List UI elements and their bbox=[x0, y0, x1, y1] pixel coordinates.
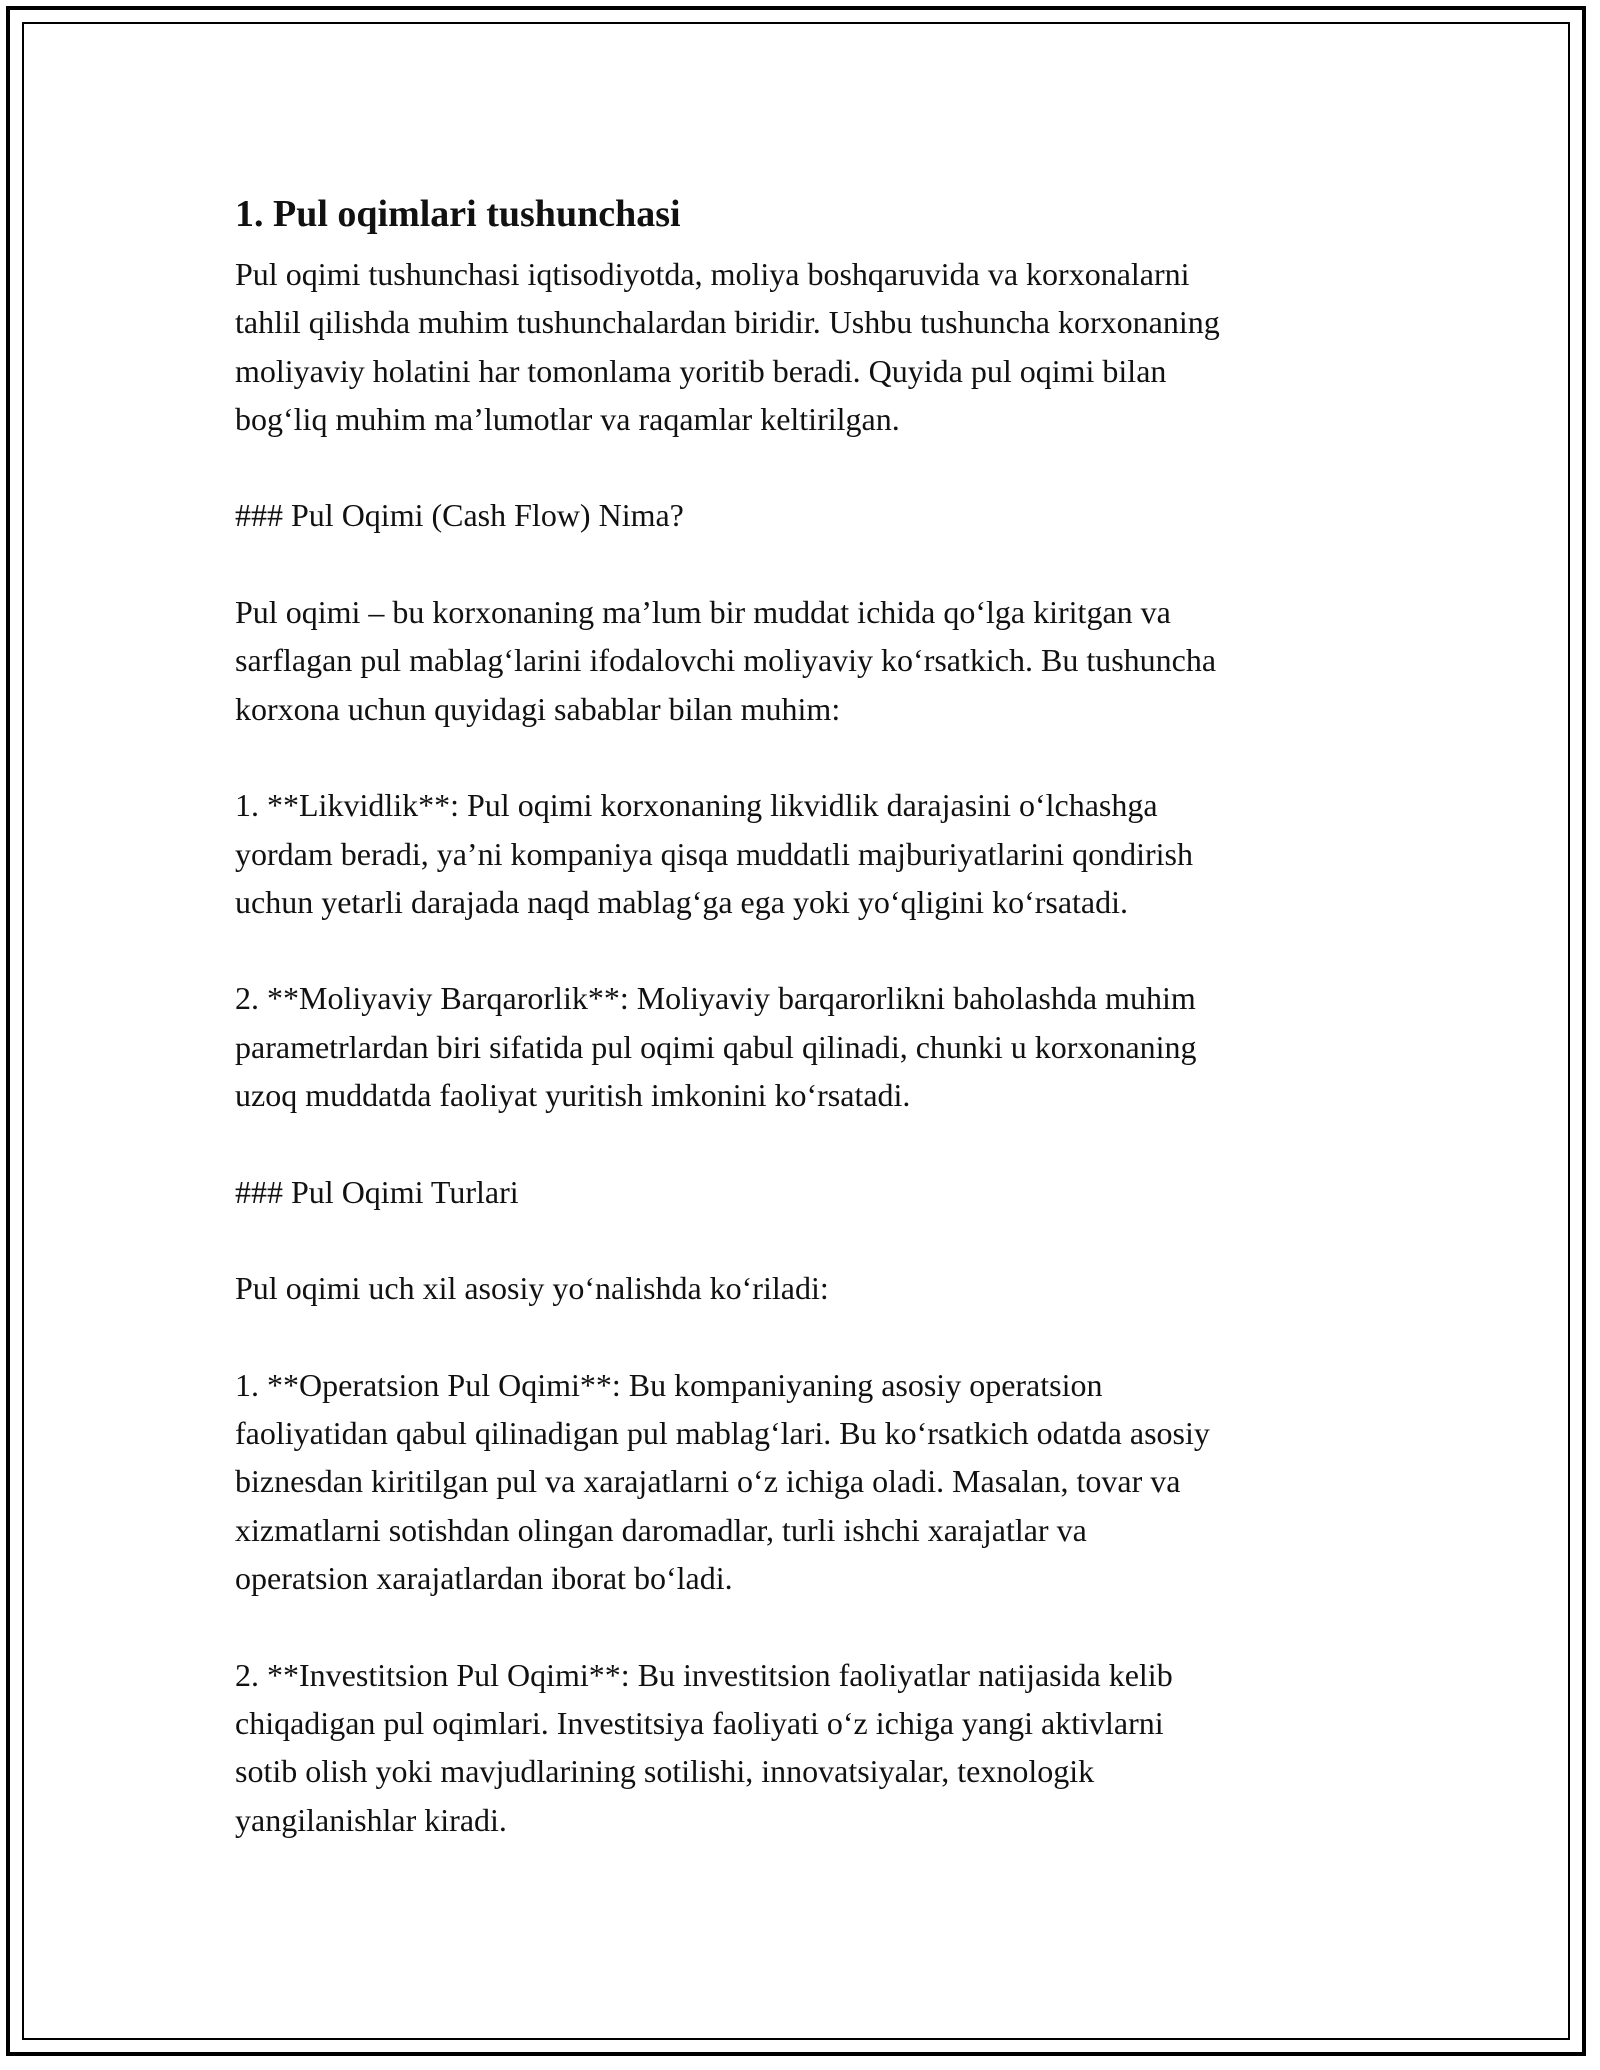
list-item-financial-stability: 2. **Moliyaviy Barqarorlik**: Moliyaviy barqarorlikni baholashda muhim parametrlardan biri sifatida pul oqimi qabul qilinadi, chunki u korxonaning uzoq muddatda faoliyat yuritish imkonini ko‘rsatadi. bbox=[235, 980, 1197, 1114]
section-heading-cash-flow: ### Pul Oqimi (Cash Flow) Nima? bbox=[235, 497, 684, 534]
document-body bbox=[235, 182, 1385, 1892]
list-item-operating: 1. **Operatsion Pul Oqimi**: Bu kompaniyaning asosiy operatsion faoliyatidan qabul qilinadigan pul mablag‘lari. Bu ko‘rsatkich odatda asosiy biznesdan kiritilgan pul va xarajatlarni o‘z ichiga oladi. Masalan, tovar va xizmatlarni sotishdan olingan daromadlar, turli ishchi xarajatlar va operatsion xarajatlardan iborat bo‘ladi. bbox=[235, 1366, 1210, 1597]
list-item-investing: 2. **Investitsion Pul Oqimi**: Bu investitsion faoliyatlar natijasida kelib chiqadigan pul oqimlari. Investitsiya faoliyati o‘z ichiga yangi aktivlarni sotib olish yoki mavjudlarining sotilishi, innovatsiyalar, texnologik yangilanishlar kiradi. bbox=[235, 1656, 1173, 1838]
page-title: 1. Pul oqimlari tushunchasi bbox=[235, 193, 681, 235]
definition-paragraph: Pul oqimi – bu korxonaning ma’lum bir muddat ichida qo‘lga kiritgan va sarflagan pul mablag‘larini ifodalovchi moliyaviy ko‘rsatkich. Bu tushuncha korxona uchun quyidagi sabablar bilan muhim: bbox=[235, 594, 1217, 727]
section-heading-types: ### Pul Oqimi Turlari bbox=[235, 1173, 519, 1210]
intro-paragraph: Pul oqimi tushunchasi iqtisodiyotda, moliya boshqaruvida va korxonalarni tahlil qilishda muhim tushunchalardan biridir. Ushbu tushuncha korxonaning moliyaviy holatini har tomonlama yoritib beradi. Quyida pul oqimi bilan bog‘liq muhim ma’lumotlar va raqamlar keltirilgan. bbox=[235, 256, 1220, 437]
list-item-liquidity: 1. **Likvidlik**: Pul oqimi korxonaning likvidlik darajasini o‘lchashga yordam beradi, ya’ni kompaniya qisqa muddatli majburiyatlarini qondirish uchun yetarli darajada naqd mablag‘ga ega yoki yo‘qligini ko‘rsatadi. bbox=[235, 787, 1193, 920]
types-intro-paragraph: Pul oqimi uch xil asosiy yo‘nalishda ko‘riladi: bbox=[235, 1270, 829, 1307]
